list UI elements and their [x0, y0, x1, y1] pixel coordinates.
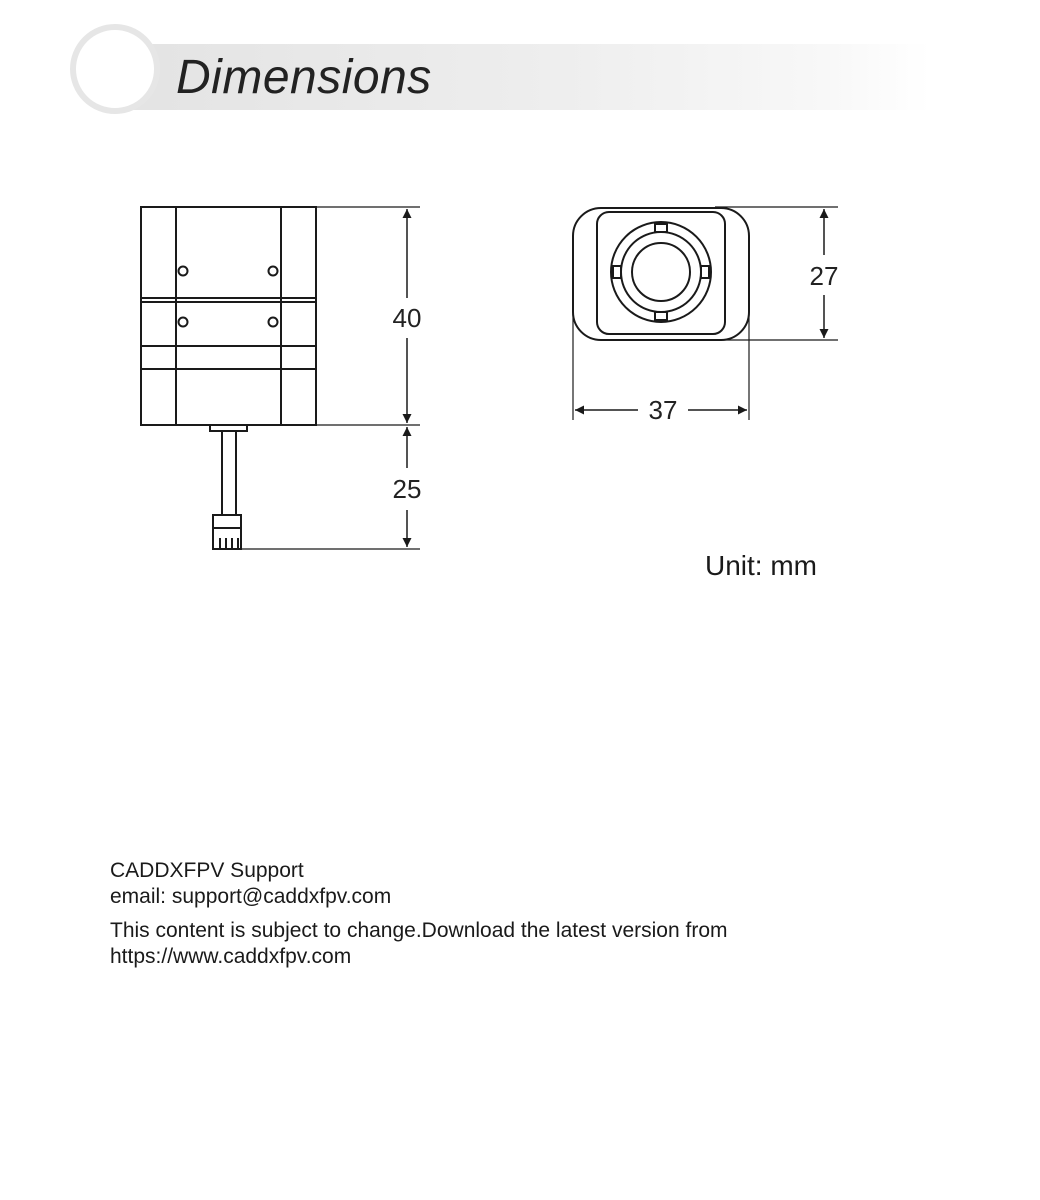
dimension-front-height-label: 27	[809, 261, 839, 291]
page-title: Dimensions	[176, 51, 432, 104]
lens-notch	[613, 266, 621, 278]
lens-notch	[655, 224, 667, 232]
front-view-face	[597, 212, 725, 334]
footer-company: CADDXFPV Support	[110, 859, 304, 882]
footer-email: email: support@caddxfpv.com	[110, 885, 392, 908]
dimension-cable-label: 25	[392, 474, 422, 504]
unit-label: Unit: mm	[705, 550, 817, 581]
screw-hole	[179, 318, 188, 327]
cable-base	[210, 425, 247, 431]
dimension-front-width-label: 37	[648, 395, 678, 425]
side-view-body	[141, 207, 316, 425]
front-view	[573, 208, 749, 340]
screw-hole	[269, 267, 278, 276]
lens-notch	[701, 266, 709, 278]
footer-notice: This content is subject to change.Download the latest version from	[110, 919, 728, 942]
footer-url: https://www.caddxfpv.com	[110, 945, 352, 968]
dimension-height-label: 40	[392, 303, 422, 333]
lens-outer-ring	[611, 222, 711, 322]
footer	[110, 858, 728, 970]
screw-hole	[179, 267, 188, 276]
lens-inner-ring	[632, 243, 690, 301]
side-view	[141, 207, 316, 549]
front-view-extension-lines	[573, 207, 838, 420]
lens-notch	[655, 312, 667, 320]
screw-hole	[269, 318, 278, 327]
